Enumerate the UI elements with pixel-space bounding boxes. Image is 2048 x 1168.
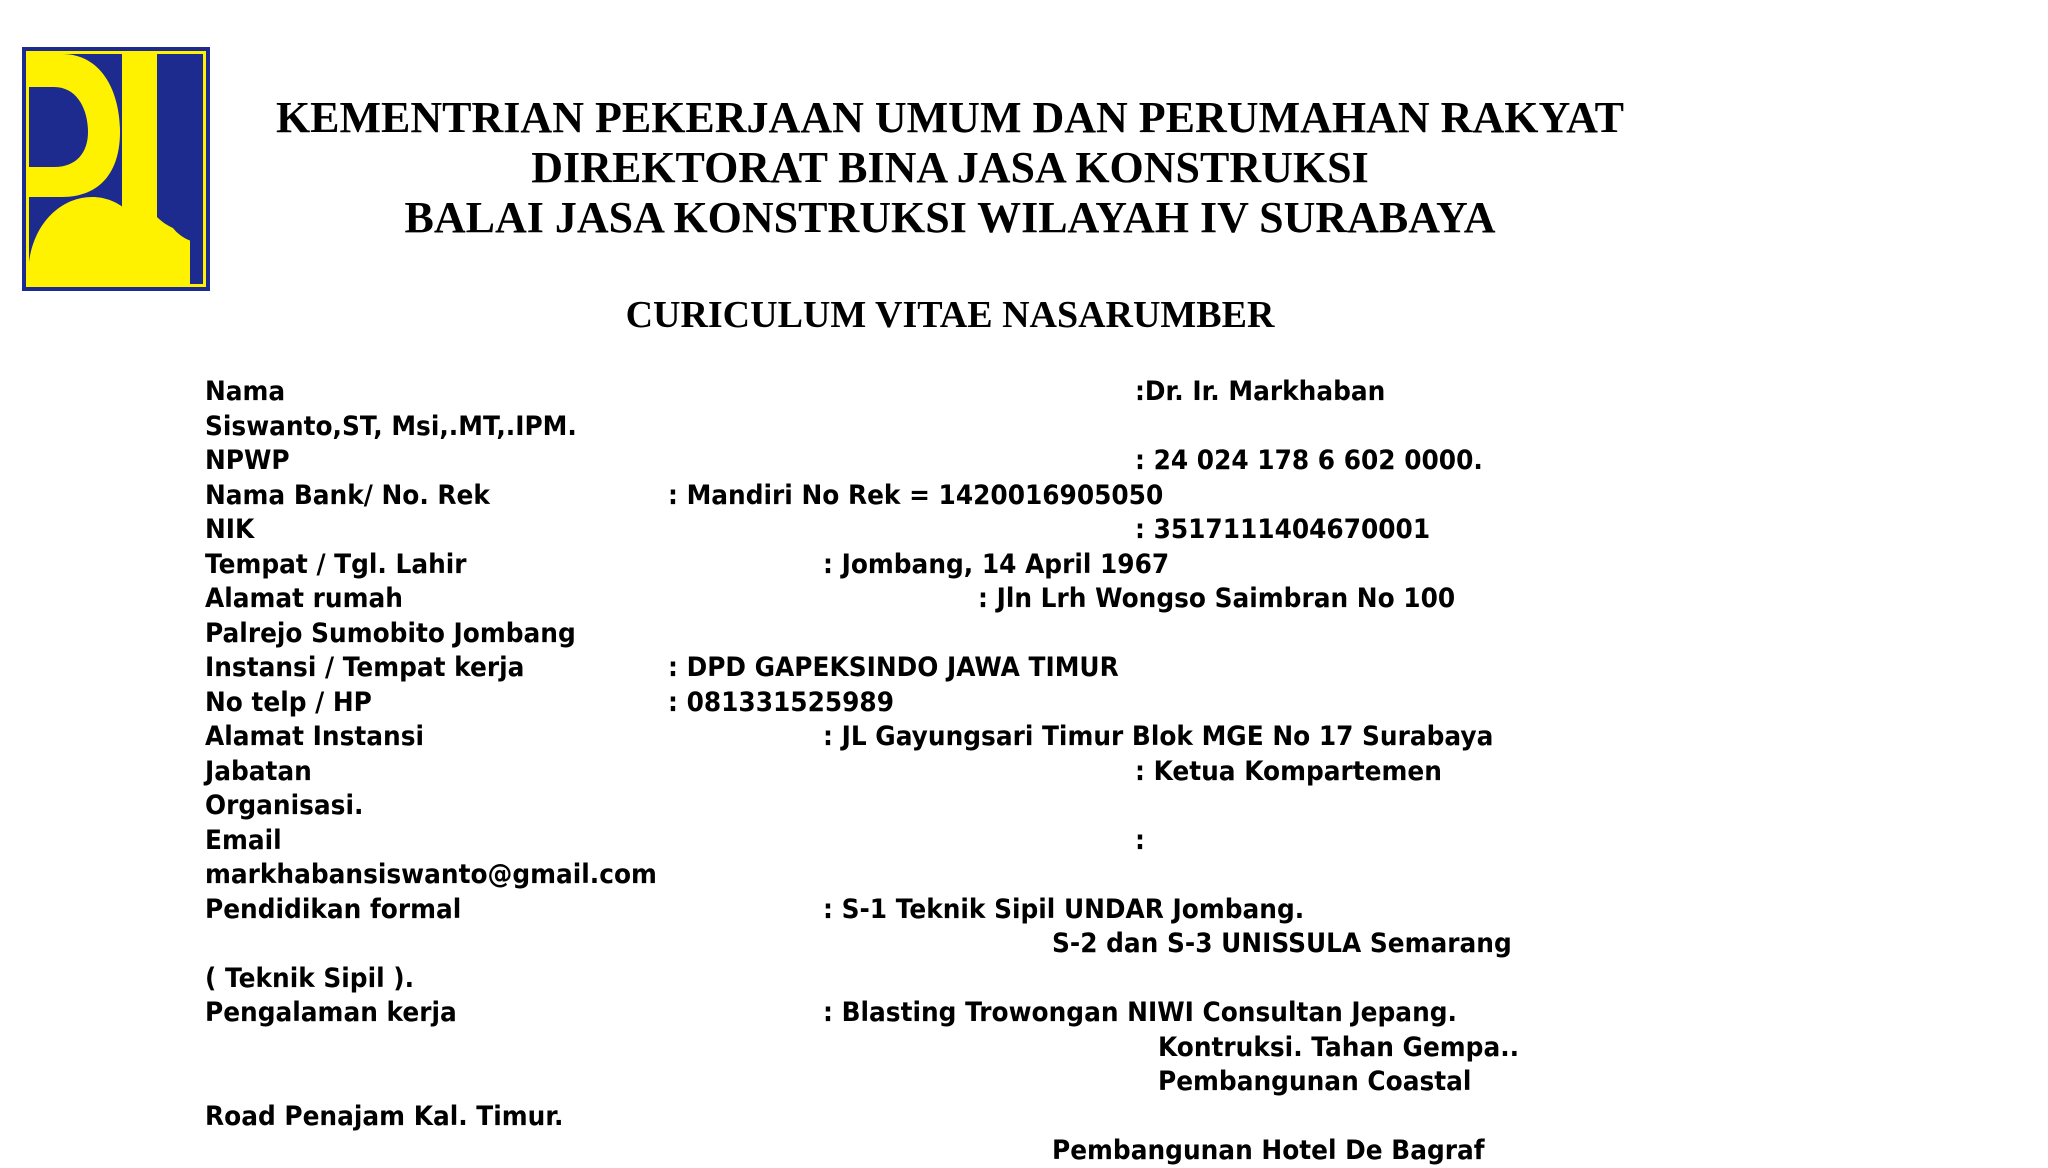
value-telp: : 081331525989 xyxy=(668,687,894,718)
label-npwp: NPWP xyxy=(205,445,290,476)
value-pendidikan-cont: ( Teknik Sipil ). xyxy=(205,963,415,994)
value-pengalaman-3: Pembangunan Coastal xyxy=(1158,1066,1472,1097)
header-line-1: KEMENTRIAN PEKERJAAN UMUM DAN PERUMAHAN RAKYAT xyxy=(275,93,1625,142)
header-line-2: DIREKTORAT BINA JASA KONSTRUKSI xyxy=(531,143,1369,192)
value-email-colon: : xyxy=(1135,825,1145,856)
label-nik: NIK xyxy=(205,514,255,545)
value-nama: :Dr. Ir. Markhaban xyxy=(1135,376,1386,407)
label-pengalaman: Pengalaman kerja xyxy=(205,997,457,1028)
value-alamat-cont: Palrejo Sumobito Jombang xyxy=(205,618,576,649)
value-pengalaman-2: Kontruksi. Tahan Gempa.. xyxy=(1158,1032,1520,1063)
value-alamat-instansi: : JL Gayungsari Timur Blok MGE No 17 Surabaya xyxy=(823,721,1494,752)
label-pendidikan: Pendidikan formal xyxy=(205,894,462,925)
value-alamat: : Jln Lrh Wongso Saimbran No 100 xyxy=(978,583,1456,614)
value-pengalaman-1: : Blasting Trowongan NIWI Consultan Jepang. xyxy=(823,997,1457,1028)
value-pendidikan-s2: S-2 dan S-3 UNISSULA Semarang xyxy=(1052,928,1512,959)
value-nik: : 3517111404670001 xyxy=(1135,514,1431,545)
value-bank: : Mandiri No Rek = 1420016905050 xyxy=(668,480,1164,511)
value-npwp: : 24 024 178 6 602 0000. xyxy=(1135,445,1483,476)
value-ttl: : Jombang, 14 April 1967 xyxy=(823,549,1170,580)
value-instansi: : DPD GAPEKSINDO JAWA TIMUR xyxy=(668,652,1119,683)
value-email: markhabansiswanto@gmail.com xyxy=(205,859,657,890)
value-pendidikan-s1: : S-1 Teknik Sipil UNDAR Jombang. xyxy=(823,894,1305,925)
label-jabatan: Jabatan xyxy=(205,756,312,787)
value-pengalaman-4: Pembangunan Hotel De Bagraf xyxy=(1052,1135,1485,1166)
label-instansi: Instansi / Tempat kerja xyxy=(205,652,525,683)
value-nama-cont: Siswanto,ST, Msi,.MT,.IPM. xyxy=(205,411,577,442)
page-title: CURICULUM VITAE NASARUMBER xyxy=(625,294,1275,336)
label-alamat-instansi: Alamat Instansi xyxy=(205,721,425,752)
label-telp: No telp / HP xyxy=(205,687,372,718)
value-jabatan-cont: Organisasi. xyxy=(205,790,364,821)
label-ttl: Tempat / Tgl. Lahir xyxy=(205,549,467,580)
label-alamat: Alamat rumah xyxy=(205,583,403,614)
label-nama: Nama xyxy=(205,376,286,407)
label-bank: Nama Bank/ No. Rek xyxy=(205,480,490,511)
header-line-3: BALAI JASA KONSTRUKSI WILAYAH IV SURABAYA xyxy=(404,193,1496,242)
label-email: Email xyxy=(205,825,282,856)
value-jabatan: : Ketua Kompartemen xyxy=(1135,756,1442,787)
value-pengalaman-cont: Road Penajam Kal. Timur. xyxy=(205,1101,564,1132)
